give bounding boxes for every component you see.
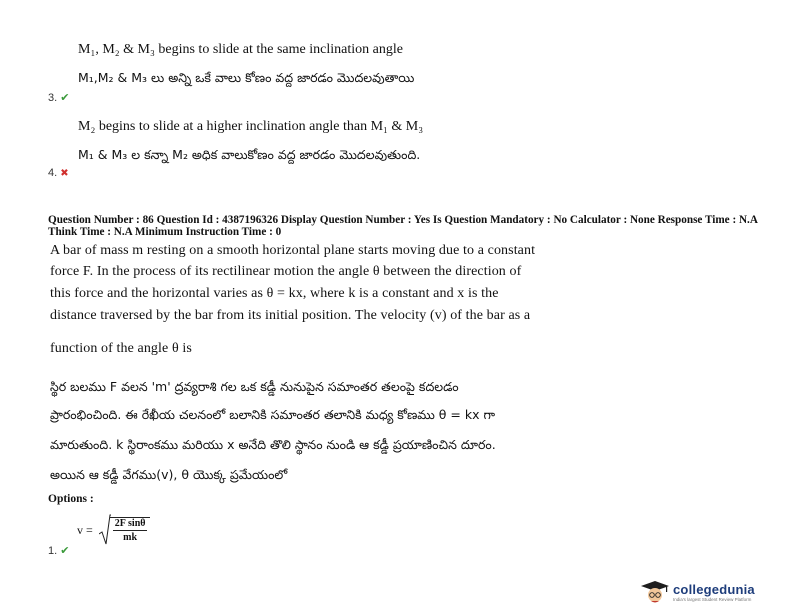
- question-telugu-line-3: మారుతుంది. k స్థిరాంకము మరియు x అనేది తొలి స్థానం నుండి ఆ కడ్డీ ప్రయాణించిన దూరం.: [50, 437, 496, 452]
- option-1-marker: [48, 541, 69, 559]
- cross-icon: ✖: [60, 168, 69, 179]
- question-telugu-line-1: స్థిర బలము F వలన 'm' ద్రవ్యరాశి గల ఒక కడ్డీ నునుపైన సమాంతర తలంపై కదలడం: [50, 379, 459, 394]
- option-4-marker: [48, 163, 69, 181]
- logo-tagline: India's largest Student Review Platform: [673, 597, 752, 602]
- option-3-marker: [48, 88, 69, 106]
- option-1-formula: [77, 514, 150, 546]
- option-4-english: M₂ begins to slide at a higher inclination angle than M₁ & M₃: [78, 119, 424, 134]
- question-line-4: distance traversed by the bar from its initial position. The velocity (v) of the bar as a: [50, 308, 531, 323]
- logo-text: [673, 582, 755, 602]
- question-line-1: A bar of mass m resting on a smooth horizontal plane starts moving due to a constant: [50, 243, 536, 258]
- logo-name: collegedunia: [673, 582, 755, 597]
- options-label: Options :: [48, 493, 94, 505]
- option-3-english: M₁, M₂ & M₃ begins to slide at the same inclination angle: [78, 42, 403, 57]
- question-line-3: this force and the horizontal varies as θ = kx, where k is a constant and x is the: [50, 286, 499, 301]
- question-telugu-line-4: అయిన ఆ కడ్డీ వేగము(v), θ యొక్క ప్రమేయంలో: [50, 467, 288, 482]
- option-4-telugu: M₁ & M₃ ల కన్నా M₂ అధిక వాలుకోణం వద్ద జారడం మొదలవుతుంది.: [78, 147, 421, 162]
- option-3-telugu: M₁,M₂ & M₃ లు అన్ని ఒకే వాలు కోణం వద్ద జారడం మొదలవుతాయి: [78, 70, 415, 85]
- question-telugu-line-2: ప్రారంభించింది. ఈ రేఖీయ చలనంలో బలానికి సమాంతర తలానికి మధ్య కోణము θ = kx గా: [50, 407, 495, 422]
- check-icon: ✔: [60, 92, 70, 104]
- question-header: Question Number : 86 Question Id : 4387196326 Display Question Number : Yes Is Question Mandatory : No Calculator : None Response Time : N.A Think Time : N.A Minimum Instruction Time : 0: [48, 214, 758, 238]
- option-3-number: 3.: [48, 92, 58, 104]
- option-1-lhs: v =: [77, 522, 93, 537]
- collegedunia-logo: [640, 580, 755, 604]
- option-4-number: 4.: [48, 167, 58, 179]
- option-1-numerator: 2F sinθ: [114, 518, 146, 529]
- question-line-5: function of the angle θ is: [50, 341, 192, 356]
- option-1-fraction: [110, 517, 151, 543]
- option-1-number: 1.: [48, 545, 58, 557]
- graduate-mascot-icon: [640, 580, 670, 604]
- question-line-2: force F. In the process of its rectilinear motion the angle θ between the direction of: [50, 264, 522, 279]
- check-icon: ✔: [60, 545, 70, 557]
- option-1-denominator: mk: [123, 532, 138, 543]
